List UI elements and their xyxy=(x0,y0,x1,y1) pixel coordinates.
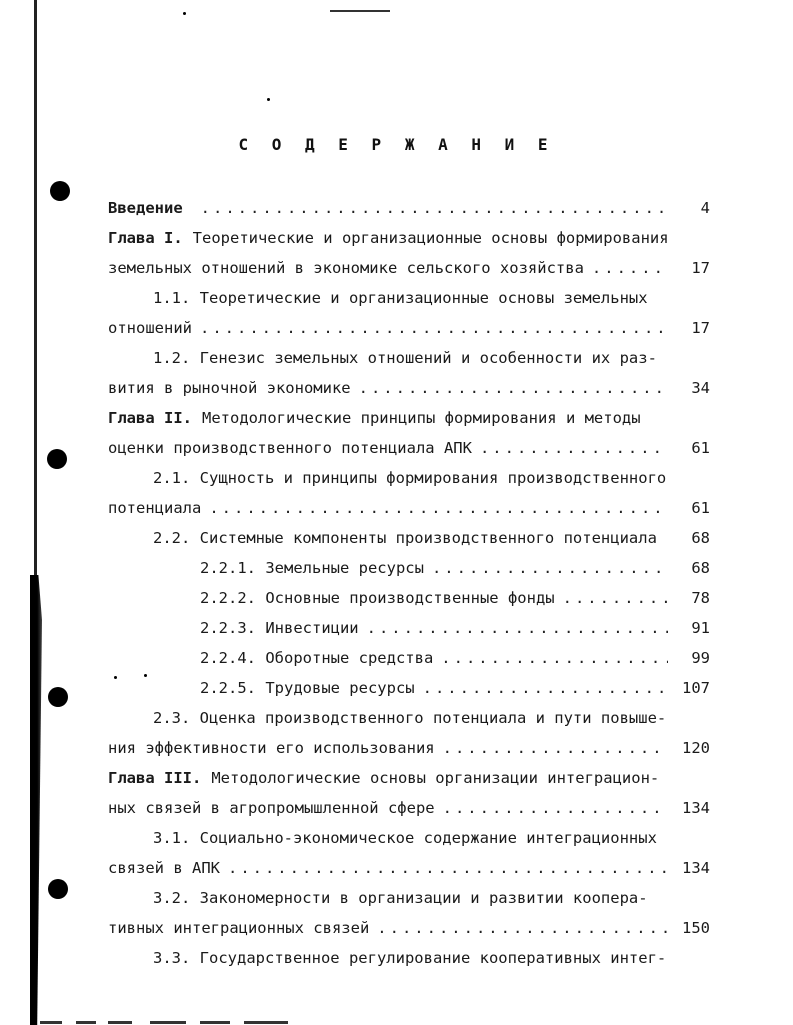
toc-entry-2-1[interactable] xyxy=(108,463,710,493)
toc-leader xyxy=(377,913,668,943)
toc-entry-chapter-1-cont[interactable] xyxy=(108,253,710,283)
toc-entry-text: Методологические основы организации интеграцион- xyxy=(211,769,660,787)
toc-entry-2-2-2[interactable] xyxy=(108,583,710,613)
toc-page-number: 34 xyxy=(691,379,710,397)
page-title: С О Д Е Р Ж А Н И Е xyxy=(238,135,555,154)
toc-chapter-label: Глава I. xyxy=(108,229,183,247)
toc-entry-chapter-2[interactable] xyxy=(108,403,710,433)
toc-entry-text: 2.2.4. Оборотные средства xyxy=(200,649,434,667)
toc-entry-text: оценки производственного потенциала АПК xyxy=(108,439,472,457)
toc-entry-text: отношений xyxy=(108,319,192,337)
punch-hole xyxy=(48,687,68,707)
toc-page-number: 134 xyxy=(682,859,710,877)
toc-entry-text: Теоретические и организационные основы формирования xyxy=(192,229,669,247)
toc-entry-1-2[interactable] xyxy=(108,343,710,373)
toc-page-number: 134 xyxy=(682,799,710,817)
toc-entry-text: 2.1. Сущность и принципы формирования производственного xyxy=(153,469,667,487)
table-of-contents xyxy=(108,193,710,973)
toc-entry-2-3-cont[interactable] xyxy=(108,733,710,763)
toc-entry-text: связей в АПК xyxy=(108,859,220,877)
toc-leader xyxy=(443,793,668,823)
scan-bottom-mark xyxy=(244,1021,288,1024)
toc-page-number: 150 xyxy=(682,919,710,937)
toc-entry-2-3[interactable] xyxy=(108,703,710,733)
toc-entry-3-1-cont[interactable] xyxy=(108,853,710,883)
scan-edge-shadow xyxy=(30,575,42,1025)
toc-entry-text: 1.2. Генезис земельных отношений и особенности их раз- xyxy=(153,349,657,367)
toc-entry-text: 3.1. Социально-экономическое содержание интеграционных xyxy=(153,829,657,847)
toc-leader xyxy=(228,853,668,883)
toc-entry-text: ных связей в агропромышленной сфере xyxy=(108,799,435,817)
toc-entry-3-2-cont[interactable] xyxy=(108,913,710,943)
toc-page-number: 17 xyxy=(691,259,710,277)
toc-entry-2-2-4[interactable] xyxy=(108,643,710,673)
toc-leader xyxy=(423,673,668,703)
toc-entry-2-2[interactable] xyxy=(108,523,710,553)
toc-page-number: 17 xyxy=(691,319,710,337)
toc-entry-text: земельных отношений в экономике сельского хозяйства xyxy=(108,259,584,277)
toc-entry-1-1-cont[interactable] xyxy=(108,313,710,343)
toc-page-number: 78 xyxy=(691,589,710,607)
toc-entry-text: потенциала xyxy=(108,499,202,517)
toc-entry-text: Методологические принципы формирования и методы xyxy=(202,409,641,427)
toc-entry-2-2-1[interactable] xyxy=(108,553,710,583)
toc-entry-text: 2.2.1. Земельные ресурсы xyxy=(200,559,424,577)
toc-leader xyxy=(209,493,668,523)
punch-hole xyxy=(48,879,68,899)
toc-entry-text: 2.2. Системные компоненты производственного потенциала xyxy=(153,529,657,547)
toc-entry-chapter-3[interactable] xyxy=(108,763,710,793)
toc-entry-1-2-cont[interactable] xyxy=(108,373,710,403)
scan-bottom-mark xyxy=(76,1021,96,1024)
toc-entry-text: 2.2.2. Основные производственные фонды xyxy=(200,589,555,607)
toc-chapter-label: Глава III. xyxy=(108,769,202,787)
toc-entry-3-1[interactable] xyxy=(108,823,710,853)
toc-chapter-label: Введение xyxy=(108,199,183,217)
toc-leader xyxy=(359,373,668,403)
toc-entry-1-1[interactable] xyxy=(108,283,710,313)
scan-bottom-mark xyxy=(150,1021,186,1024)
toc-entry-text: 2.3. Оценка производственного потенциала и пути повыше- xyxy=(153,709,667,727)
toc-leader xyxy=(563,583,668,613)
toc-leader xyxy=(432,553,668,583)
toc-entry-text: 3.2. Закономерности в организации и развитии коопера- xyxy=(153,889,648,907)
toc-leader xyxy=(443,733,668,763)
toc-entry-3-3[interactable] xyxy=(108,943,710,973)
punch-hole xyxy=(50,181,70,201)
scan-bottom-mark xyxy=(108,1021,132,1024)
toc-leader xyxy=(201,193,668,223)
scan-bottom-mark xyxy=(40,1021,62,1024)
toc-entry-text: 3.3. Государственное регулирование кооперативных интег- xyxy=(153,949,667,967)
toc-entry-chapter-2-cont[interactable] xyxy=(108,433,710,463)
toc-page-number: 99 xyxy=(691,649,710,667)
toc-page-number: 61 xyxy=(691,499,710,517)
toc-entry-text: 1.1. Теоретические и организационные основы земельных xyxy=(153,289,648,307)
toc-leader xyxy=(200,313,668,343)
toc-leader xyxy=(592,253,668,283)
toc-entry-chapter-1[interactable] xyxy=(108,223,710,253)
toc-page-number: 68 xyxy=(691,559,710,577)
toc-chapter-label: Глава II. xyxy=(108,409,192,427)
toc-entry-2-2-5[interactable] xyxy=(108,673,710,703)
toc-leader xyxy=(441,643,668,673)
toc-page-number: 120 xyxy=(682,739,710,757)
toc-entry-text: 2.2.3. Инвестиции xyxy=(200,619,359,637)
toc-leader xyxy=(367,613,668,643)
toc-entry-intro[interactable] xyxy=(108,193,710,223)
toc-entry-3-2[interactable] xyxy=(108,883,710,913)
toc-leader xyxy=(480,433,668,463)
toc-entry-chapter-3-cont[interactable] xyxy=(108,793,710,823)
toc-entry-2-1-cont[interactable] xyxy=(108,493,710,523)
toc-page-number: 61 xyxy=(691,439,710,457)
toc-entry-text: вития в рыночной экономике xyxy=(108,379,351,397)
toc-entry-text: ния эффективности его использования xyxy=(108,739,435,757)
toc-page-number: 91 xyxy=(691,619,710,637)
toc-entry-text: 2.2.5. Трудовые ресурсы xyxy=(200,679,415,697)
toc-entry-2-2-3[interactable] xyxy=(108,613,710,643)
scan-top-mark xyxy=(330,10,390,12)
punch-hole xyxy=(47,449,67,469)
scan-speck xyxy=(183,12,186,15)
scan-speck xyxy=(267,98,270,101)
toc-entry-text: тивных интеграционных связей xyxy=(108,919,370,937)
toc-page-number: 4 xyxy=(700,199,710,217)
toc-page-number: 68 xyxy=(691,529,710,547)
scan-bottom-mark xyxy=(200,1021,230,1024)
toc-page-number: 107 xyxy=(682,679,710,697)
